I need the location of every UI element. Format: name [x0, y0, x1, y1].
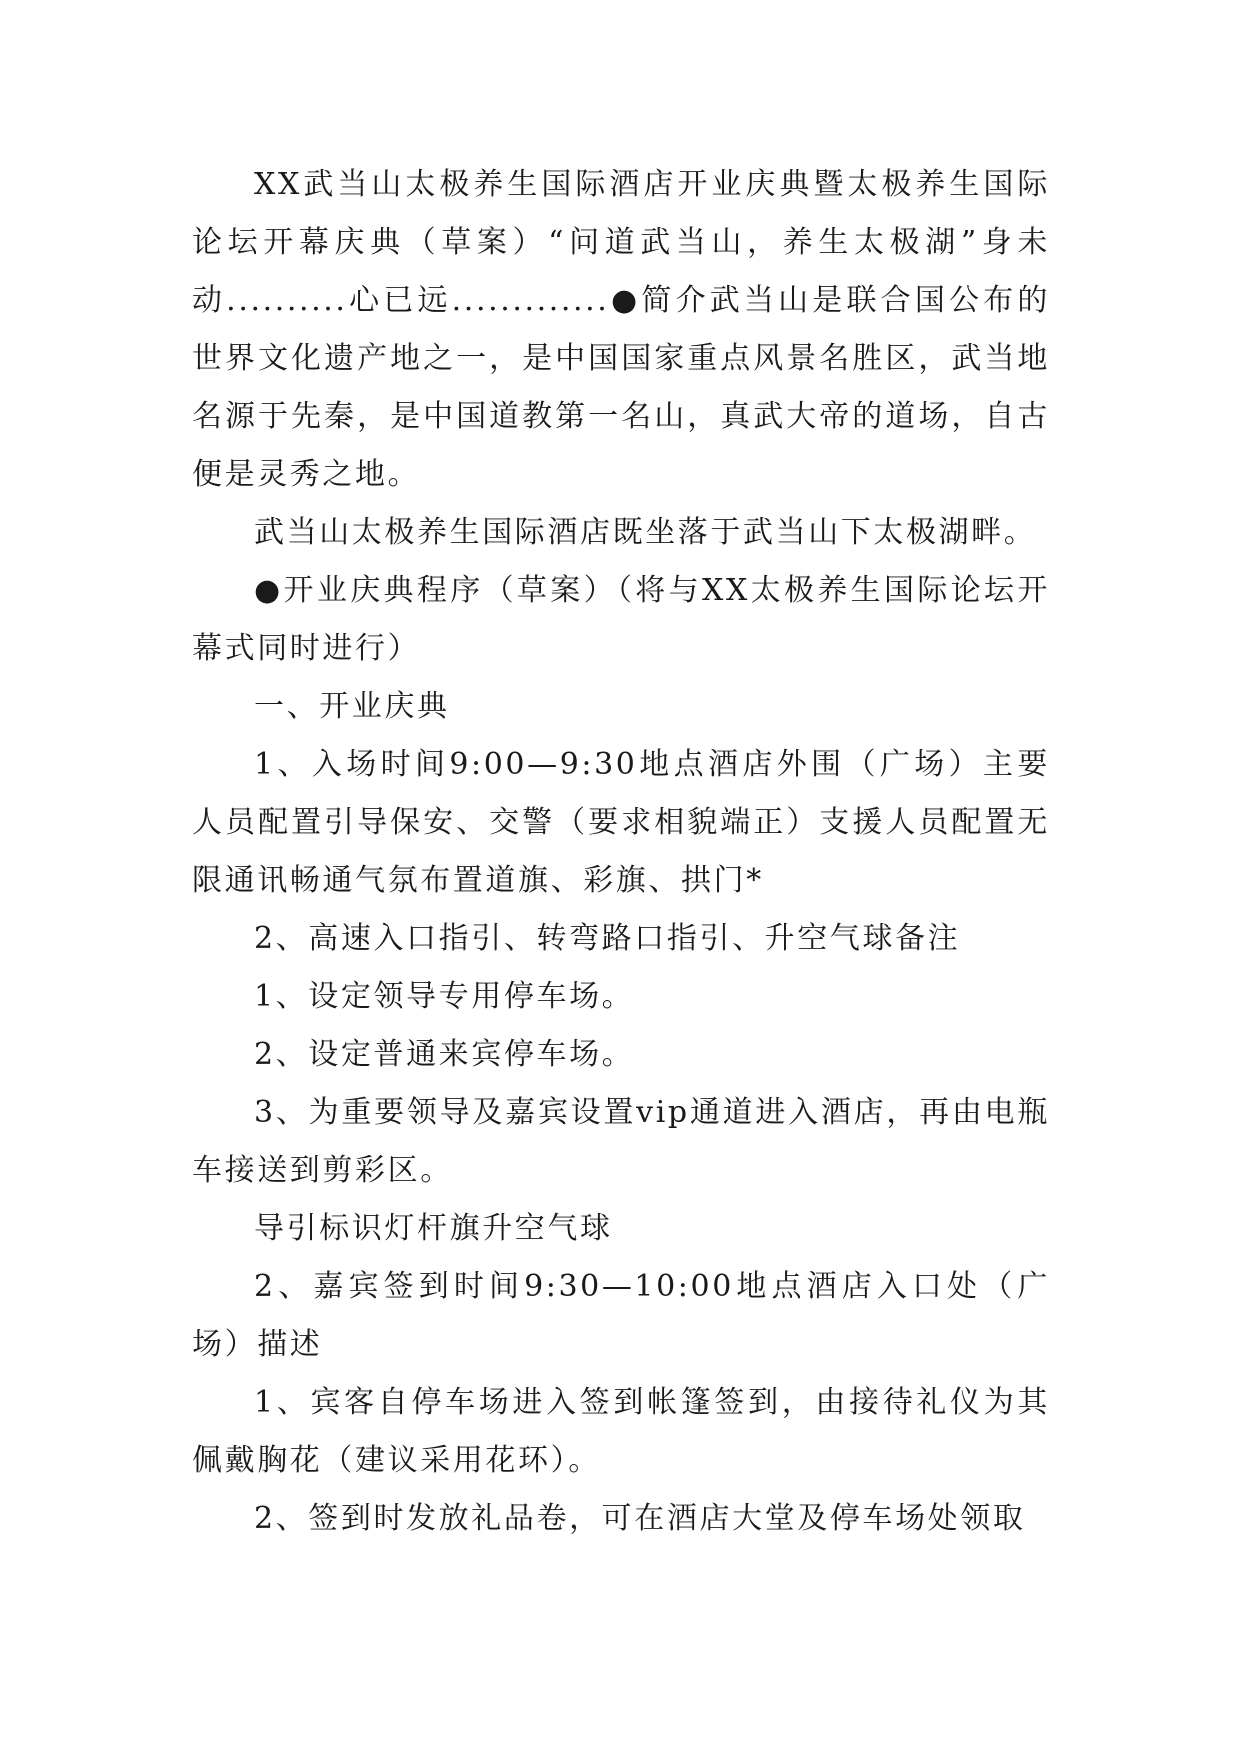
paragraph-hotel-location: 武当山太极养生国际酒店既坐落于武当山下太极湖畔。 — [254, 515, 1037, 550]
list-item-leader-parking: 1、设定领导专用停车场。 — [254, 979, 635, 1014]
list-item-guest-parking: 2、设定普通来宾停车场。 — [254, 1037, 635, 1072]
paragraph-directions: 2、高速入口指引、转弯路口指引、升空气球备注 — [254, 921, 961, 956]
paragraph-intro: XX武当山太极养生国际酒店开业庆典暨太极养生国际论坛开幕庆典（草案）“问道武当山，养生太极湖”身未动..........心已远.............●简介武当山是联合国公布的世界文化遗产地之一，是中国国家重点风景名胜区，武当地名源于先秦，是中国道教第一名山，真武大帝的道场，自古便是灵秀之地。 — [192, 167, 1050, 492]
paragraph-program-heading: ●开业庆典程序（草案）（将与XX太极养生国际论坛开幕式同时进行） — [192, 573, 1050, 666]
list-item-vip-channel: 3、为重要领导及嘉宾设置vip通道进入酒店，再由电瓶车接送到剪彩区。 — [192, 1095, 1050, 1188]
section-heading-opening: 一、开业庆典 — [254, 689, 450, 724]
document-page — [192, 156, 1050, 1548]
paragraph-signage: 导引标识灯杆旗升空气球 — [254, 1211, 613, 1246]
paragraph-entry-time: 1、入场时间9:00—9:30地点酒店外围（广场）主要人员配置引导保安、交警（要求相貌端正）支援人员配置无限通讯畅通气氛布置道旗、彩旗、拱门* — [192, 747, 1050, 898]
list-item-gift-voucher: 2、签到时发放礼品卷，可在酒店大堂及停车场处领取 — [254, 1501, 1026, 1536]
paragraph-signin-time: 2、嘉宾签到时间9:30—10:00地点酒店入口处（广场）描述 — [192, 1269, 1050, 1362]
list-item-signin-tent: 1、宾客自停车场进入签到帐篷签到，由接待礼仪为其佩戴胸花（建议采用花环）。 — [192, 1385, 1050, 1478]
